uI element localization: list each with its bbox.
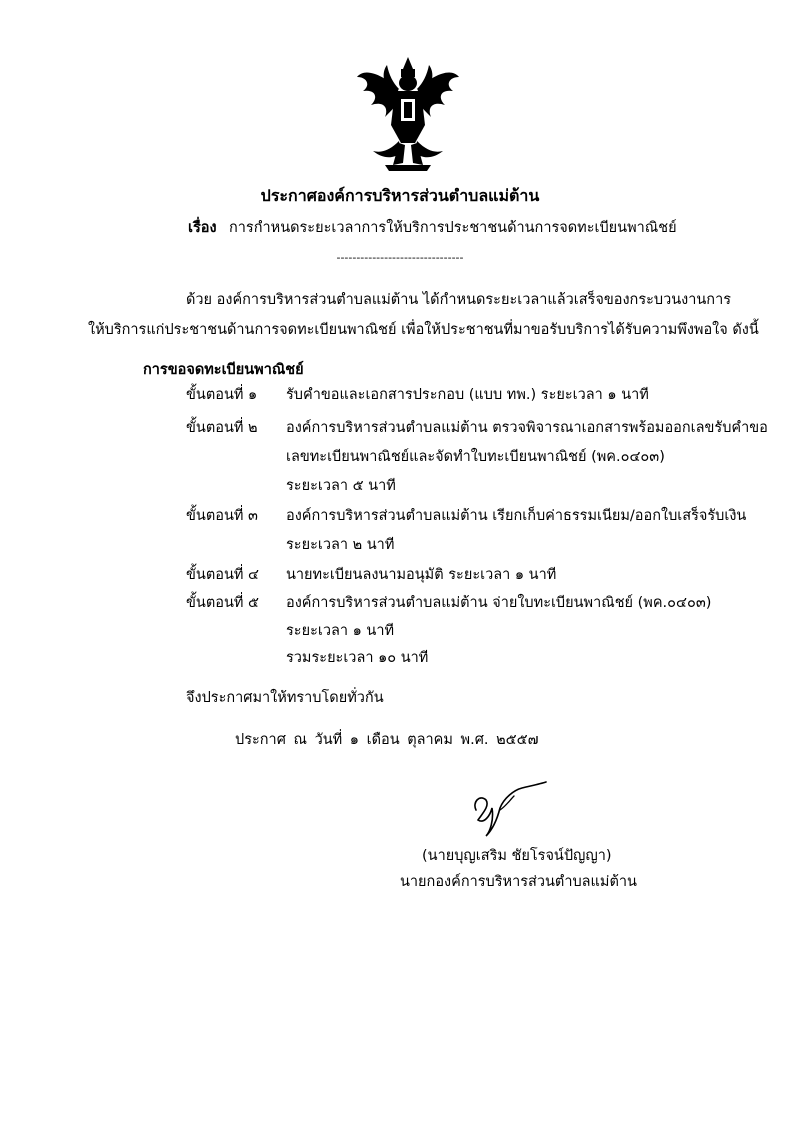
page-title: ประกาศองค์การบริหารส่วนตำบลแม่ต้าน (260, 186, 540, 205)
signer-name: (นายบุญเสริม ชัยโรจน์ปัญญา) (422, 848, 612, 864)
step-2-line-3: ระยะเวลา ๕ นาที (286, 478, 396, 494)
divider: -------------------------------- (336, 251, 464, 264)
step-2-line-2: เลขทะเบียนพาณิชย์และจัดทำใบทะเบียนพาณิชย์ (พค.๐๔๐๓) (286, 449, 665, 465)
step-5-label: ขั้นตอนที่ ๕ (186, 595, 260, 611)
garuda-emblem-icon (353, 55, 463, 175)
step-1-label: ขั้นตอนที่ ๑ (186, 387, 258, 403)
subject-text: การกำหนดระยะเวลาการให้บริการประชาชนด้านการจดทะเบียนพาณิชย์ (229, 220, 677, 236)
step-3-line-1: องค์การบริหารส่วนตำบลแม่ต้าน เรียกเก็บค่าธรรมเนียม/ออกใบเสร็จรับเงิน (286, 508, 747, 524)
step-5-line-2: ระยะเวลา ๑ นาที (286, 623, 395, 639)
section-heading: การขอจดทะเบียนพาณิชย์ (143, 362, 304, 378)
closing-text: จึงประกาศมาให้ทราบโดยทั่วกัน (186, 690, 384, 706)
step-4-line-1: นายทะเบียนลงนามอนุมัติ ระยะเวลา ๑ นาที (286, 567, 557, 583)
step-3-line-2: ระยะเวลา ๒ นาที (286, 537, 395, 553)
step-4-label: ขั้นตอนที่ ๔ (186, 567, 260, 583)
signer-position: นายกองค์การบริหารส่วนตำบลแม่ต้าน (400, 874, 637, 890)
handwritten-signature-icon (470, 780, 550, 840)
intro-line-2: ให้บริการแก่ประชาชนด้านการจดทะเบียนพาณิชย์ เพื่อให้ประชาชนที่มาขอรับบริการได้รับความพึงพอใจ ดังนี้ (88, 322, 759, 338)
step-5-line-3: รวมระยะเวลา ๑๐ นาที (286, 650, 429, 666)
step-5-line-1: องค์การบริหารส่วนตำบลแม่ต้าน จ่ายใบทะเบียนพาณิชย์ (พค.๐๔๐๓) (286, 595, 712, 611)
step-2-line-1: องค์การบริหารส่วนตำบลแม่ต้าน ตรวจพิจารณาเอกสารพร้อมออกเลขรับคำขอ (286, 420, 768, 436)
subject-label: เรื่อง (188, 220, 217, 236)
step-2-label: ขั้นตอนที่ ๒ (186, 420, 258, 436)
announcement-date: ประกาศ ณ วันที่ ๑ เดือน ตุลาคม พ.ศ. ๒๕๕๗ (235, 732, 539, 748)
step-1-line-1: รับคำขอและเอกสารประกอบ (แบบ ทพ.) ระยะเวลา ๑ นาที (286, 387, 649, 403)
step-3-label: ขั้นตอนที่ ๓ (186, 508, 258, 524)
intro-line-1: ด้วย องค์การบริหารส่วนตำบลแม่ต้าน ได้กำหนดระยะเวลาแล้วเสร็จของกระบวนงานการ (186, 292, 732, 308)
